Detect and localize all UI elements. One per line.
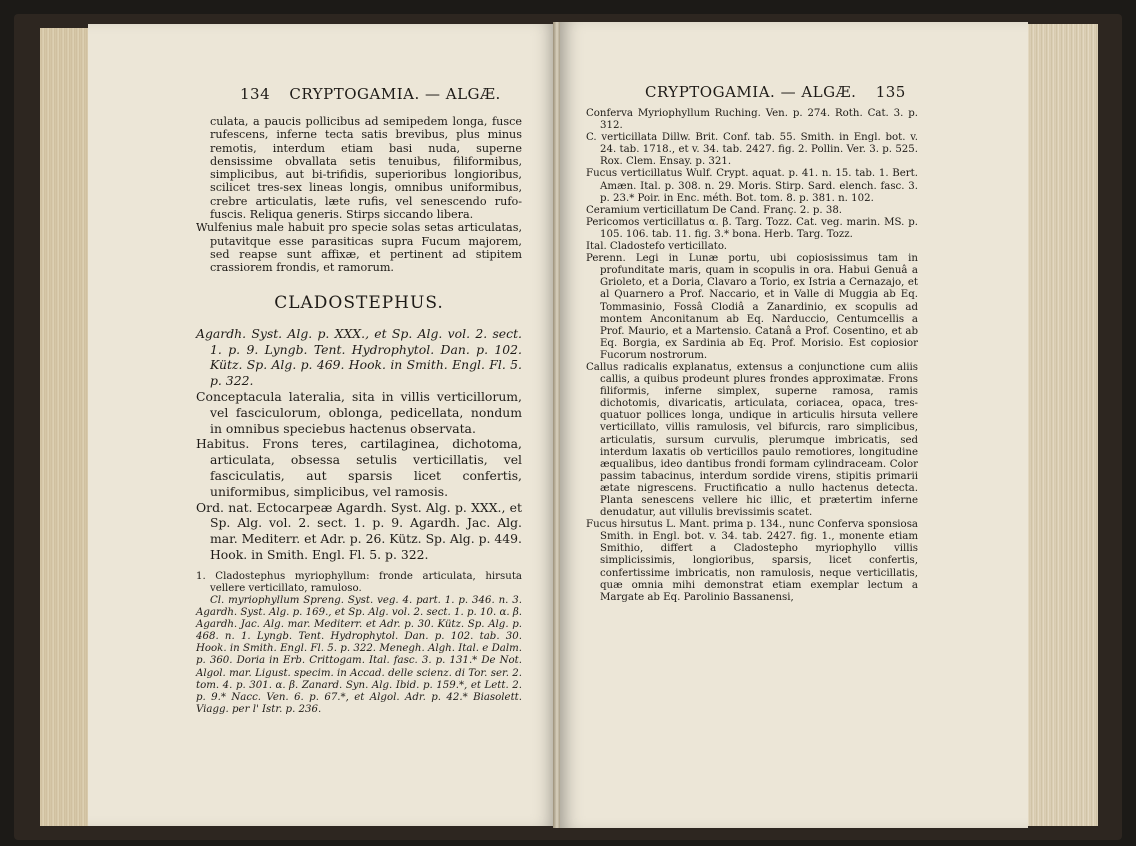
syn-pericomos: Pericomos verticillatus α. β. Targ. Tozz. Cat. veg. marin. MS. p. 105. 106. tab. 11. fig. 3.* bona. Herb. Targ. Tozz. — [586, 216, 918, 240]
syn-c-verticillata: C. verticillata Dillw. Brit. Conf. tab. 55. Smith. in Engl. bot. v. 24. tab. 1718., et v. 34. tab. 2427. fig. 2. Pollin. Ver. 3. p. 525. Rox. Clem. Ensay. p. 321. — [586, 132, 918, 168]
left-page-number: 134 — [240, 85, 271, 103]
fucus-hirsutus-paragraph: Fucus hirsutus L. Mant. prima p. 134., nunc Conferva sponsiosa Smith. in Engl. bot. v. 34. tab. 2427. fig. 1., monente etiam Smithio, differt a Cladostepho myriophyllo villis simplicissimis, longioribus, sparsis, licet confertis, confertissime imbricatis, non ramulosis, neque verticillatis, quæ omnia mihi demonstrat etiam exemplar lectum a Margate ab Eq. Parolinio Bassanensi, — [586, 519, 918, 603]
ord-nat-paragraph: Ord. nat. Ectocarpeæ Agardh. Syst. Alg. p. XXX., et Sp. Alg. vol. 2. sect. 1. p. 9. Agardh. Jac. Alg. mar. Mediterr. et Adr. p. 26. Kütz. Sp. Alg. p. 449. Hook. in Smith. Engl. Fl. 5. p. 322. — [196, 499, 522, 563]
italian-name: Ital. Cladostefo verticillato. — [586, 241, 728, 253]
left-head-title: CRYPTOGAMIA. — ALGÆ. — [289, 85, 501, 103]
left-page-edges — [40, 28, 92, 826]
syn-fucus: Fucus verticillatus Wulf. Crypt. aquat. p. 41. n. 15. tab. 1. Bert. Amæn. Ital. p. 308. n. 29. Moris. Stirp. Sard. elench. fasc. 3. p. 23.* Poir. in Enc. méth. Bot. tom. 8. p. 381. n. 102. — [586, 168, 918, 204]
callus-paragraph: Callus radicalis explanatus, extensus a conjunctione cum aliis callis, a quibus prodeunt plures frondes approximatæ. Frons filiformis, inferne simplex, superne ramosa, ramis dichotomis, divaricatis, articulata, coriacea, opaca, tres-quatuor pollices longa, undique in articulis hirsuta vellere verticillato, villis ramulosis, vel bifurcis, raro simplicibus, articulatis, sursum curvulis, plerumque imbricatis, sed interdum laxatis ob verticillos paulo remotiores, longitudine æqualibus, ideo dantibus frondi formam cylindraceam. Color passim tabacinus, interdum sordide virens, stipitis primarii ætate nigrescens. Fructificatio a nullo hactenus detecta. Planta senescens vellere hic illic, et prætertim inferne denudatur, aut villulis brevissimis scatet. — [586, 361, 918, 519]
left-running-head — [226, 85, 501, 103]
right-page — [560, 22, 1028, 828]
conceptacula-paragraph: Conceptacula lateralia, sita in villis verticillorum, vel fasciculorum, oblonga, pedicellata, nondum in omnibus speciebus hactenus observata. — [196, 389, 522, 436]
right-head-title: CRYPTOGAMIA. — ALGÆ. — [645, 83, 857, 101]
species-heading: 1. Cladostephus myriophyllum: fronde articulata, hirsuta vellere verticillato, ramuloso. — [196, 570, 522, 594]
perenn-paragraph: Perenn. Legi in Lunæ portu, ubi copiosissimus tam in profunditate maris, quam in scopulis in ora. Habui Genuâ a Grioleto, et a Doria, Clavaro a Torio, ex Istria a Cernazajo, et al Quarnero a Prof. Naccario, et in Valle di Muggia ab Eq. Tommasinio, Fossâ Clodiâ a Zanardinio, ex scopulis ad montem Anconitanum ab Eq. Narduccio, Centumcellis a Prof. Maurio, et a Martensio. Catanâ a Prof. Cosentino, et ab Eq. Borgia, ex Sardinia ab Eq. Prof. Morisio. Est copiosior Fucorum nostrorum. — [586, 253, 918, 361]
intro-paragraph: culata, a paucis pollicibus ad semipedem longa, fusce rufescens, inferne tecta satis brevibus, plus minus remotis, interdum etiam basi nuda, superne densissime obvallata setis tenuibus, filiformibus, simplicibus, aut bi-trifidis, superioribus longioribus, scilicet tres-sex lineas longis, omnibus uniformibus, crebre articulatis, læte rufis, vel senescendo rufo-fuscis. Reliqua generis. Stirps siccando libera. — [210, 115, 522, 222]
species-synonyms: Cl. myriophyllum Spreng. Syst. veg. 4. part. 1. p. 346. n. 3. Agardh. Syst. Alg. p. 169., et Sp. Alg. vol. 2. sect. 1. p. 10. α. β. Agardh. Jac. Alg. mar. Mediterr. et Adr. p. 30. Kütz. Sp. Alg. p. 468. n. 1. Lyngb. Tent. Hydrophytol. Dan. p. 102. tab. 30. Hook. in Smith. Engl. Fl. 5. p. 322. Menegh. Algh. Ital. e Dalm. p. 360. Doria in Erb. Crittogam. Ital. fasc. 3. p. 131.* De Not. Algol. mar. Ligust. specim. in Accad. delle scienz. di Tor. ser. 2. tom. 4. p. 301. α. β. Zanard. Syn. Alg. Ibid. p. 159.*, et Lett. 2. p. 9.* Nacc. Ven. 6. p. 67.*, et Algol. Adr. p. 42.* Biasolett. Viagg. per l' Istr. p. 236. — [196, 595, 522, 715]
wulfenius-paragraph: Wulfenius male habuit pro specie solas setas articulatas, putavitque esse parasiticas supra Fucum majorem, sed reapse sunt affixæ, et pertinent ad stipitem crassiorem frondis, et ramorum. — [196, 221, 522, 275]
genus-title: CLADOSTEPHUS. — [274, 292, 444, 313]
right-page-edges — [1020, 24, 1098, 826]
syn-conferva: Conferva Myriophyllum Ruching. Ven. p. 274. Roth. Cat. 3. p. 312. — [586, 108, 918, 132]
right-page-number: 135 — [875, 83, 906, 101]
left-page — [88, 24, 556, 826]
habitus-paragraph: Habitus. Frons teres, cartilaginea, dichotoma, articulata, obsessa setulis verticillatis, vel fasciculatis, aut sparsis licet confertis, uniformibus, simplicibus, vel ramosis. — [196, 436, 522, 499]
right-text-block — [586, 108, 918, 604]
genus-references: Agardh. Syst. Alg. p. XXX., et Sp. Alg. vol. 2. sect. 1. p. 9. Lyngb. Tent. Hydrophytol. Dan. p. 102. Kütz. Sp. Alg. p. 469. Hook. in Smith. Engl. Fl. 5. p. 322. — [196, 325, 522, 389]
right-running-head — [645, 83, 920, 101]
syn-ceramium: Ceramium verticillatum De Cand. Franç. 2. p. 38. — [586, 204, 843, 216]
left-text-block — [196, 115, 522, 716]
